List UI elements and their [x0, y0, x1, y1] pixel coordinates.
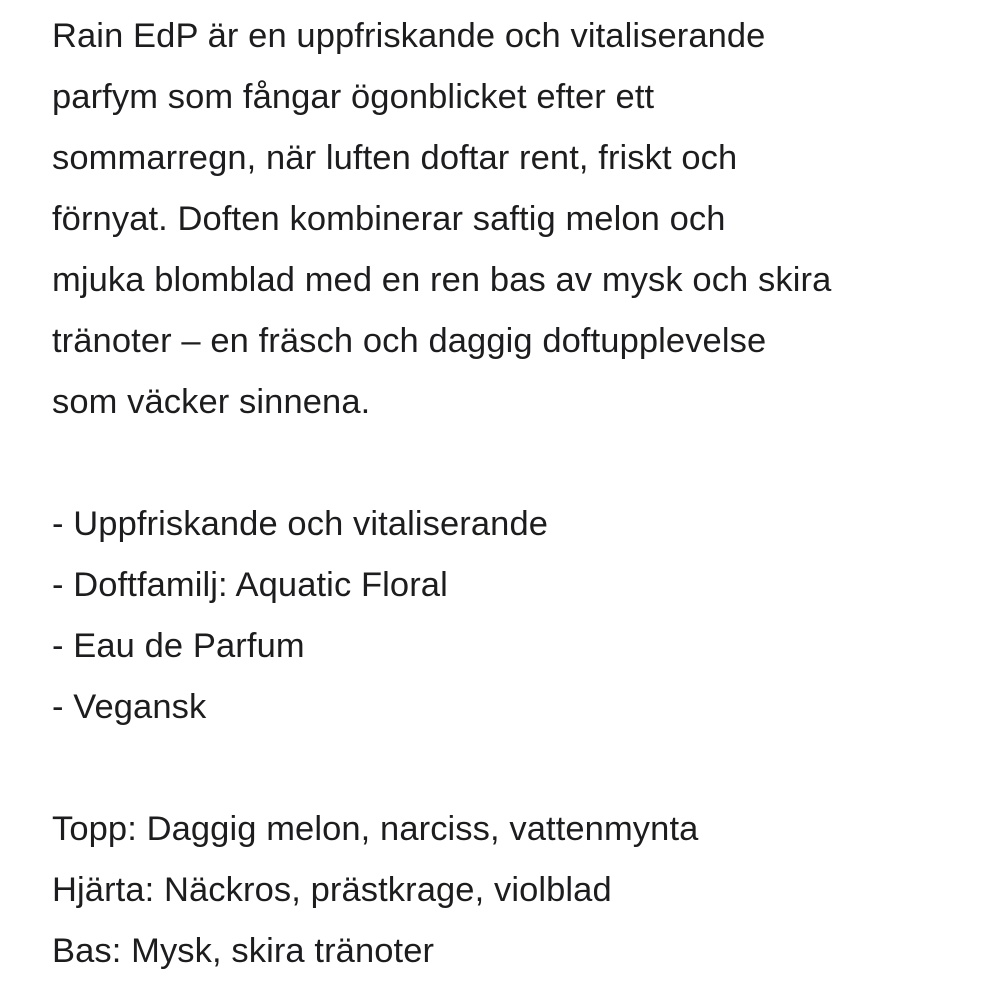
- product-description: [52, 6, 982, 982]
- intro-line: förnyat. Doften kombinerar saftig melon och: [52, 200, 726, 238]
- intro-line: sommarregn, när luften doftar rent, friskt och: [52, 139, 738, 177]
- intro-line: mjuka blomblad med en ren bas av mysk och skira: [52, 261, 832, 299]
- intro-line: tränoter – en fräsch och daggig doftupplevelse: [52, 322, 767, 360]
- feature-item: - Uppfriskande och vitaliserande: [52, 505, 549, 543]
- top-notes: Topp: Daggig melon, narciss, vattenmynta: [52, 810, 699, 848]
- intro-line: parfym som fångar ögonblicket efter ett: [52, 78, 655, 116]
- paragraph-spacer: [52, 738, 982, 799]
- feature-list: [52, 494, 982, 738]
- heart-notes: Hjärta: Näckros, prästkrage, violblad: [52, 871, 612, 909]
- base-notes: Bas: Mysk, skira tränoter: [52, 932, 435, 970]
- scent-notes: [52, 799, 982, 982]
- feature-item: - Eau de Parfum: [52, 627, 305, 665]
- intro-paragraph: [52, 6, 982, 433]
- intro-line: Rain EdP är en uppfriskande och vitaliserande: [52, 17, 766, 55]
- intro-line: som väcker sinnena.: [52, 383, 371, 421]
- paragraph-spacer: [52, 433, 982, 494]
- feature-item: - Vegansk: [52, 688, 207, 726]
- feature-item: - Doftfamilj: Aquatic Floral: [52, 566, 448, 604]
